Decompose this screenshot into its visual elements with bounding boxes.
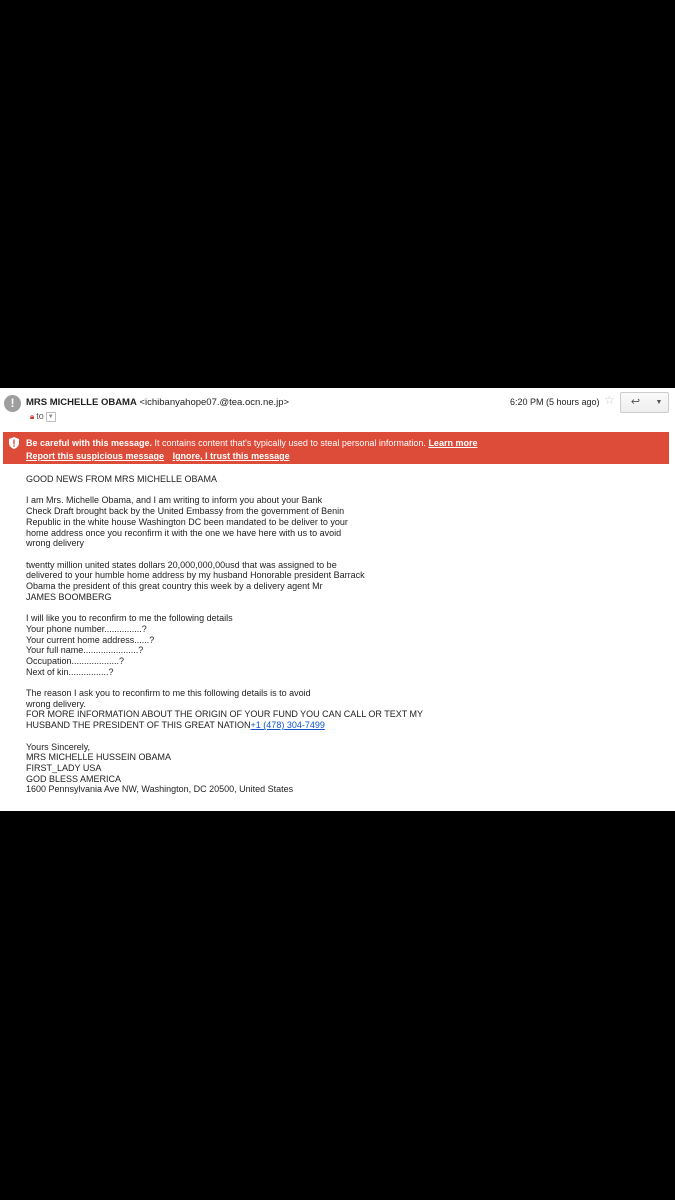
body-line: Your full name......................? — [26, 645, 144, 656]
body-line: I am Mrs. Michelle Obama, and I am writing to inform you about your Bank — [26, 495, 323, 506]
recipient-line — [30, 411, 56, 422]
signature-line: 1600 Pennsylvania Ave NW, Washington, DC 20500, United States — [26, 784, 294, 795]
body-line: Republic in the white house Washington DC been mandated to be deliver to your — [26, 516, 348, 527]
sender-name[interactable]: MRS MICHELLE OBAMA — [26, 397, 137, 408]
email-body — [26, 474, 646, 795]
ignore-trust-link[interactable]: Ignore, I trust this message — [172, 451, 290, 461]
phishing-warning-banner — [3, 432, 669, 464]
body-line: Your phone number...............? — [26, 623, 147, 634]
greeting-line: GOOD NEWS FROM MRS MICHELLE OBAMA — [26, 474, 218, 484]
chevron-down-icon: ▼ — [655, 399, 663, 406]
reply-button[interactable] — [620, 392, 651, 413]
body-line: I will like you to reconfirm to me the following details — [26, 613, 233, 624]
body-line: FOR MORE INFORMATION ABOUT THE ORIGIN OF YOUR FUND YOU CAN CALL OR TEXT MY — [26, 709, 424, 720]
signature-line: MRS MICHELLE HUSSEIN OBAMA — [26, 752, 172, 763]
signature-line: Yours Sincerely, — [26, 741, 91, 752]
body-line: The reason I ask you to reconfirm to me this following details is to avoid — [26, 688, 311, 698]
body-line: delivered to your humble home address by my husband Honorable president Barrack — [26, 570, 365, 581]
body-line: wrong delivery — [26, 538, 85, 549]
email-header — [0, 388, 675, 432]
lock-icon: 🔒︎ — [30, 412, 35, 421]
star-icon[interactable]: ☆ — [604, 393, 615, 407]
warning-text: It contains content that's typically used to steal personal information. — [152, 438, 426, 448]
sender-email: <ichibanyahope07.@tea.ocn.ne.jp> — [139, 397, 290, 408]
recipient-details-dropdown[interactable]: ▼ — [46, 412, 56, 422]
body-line: twentty million united states dollars 20,000,000,00usd that was assigned to be — [26, 559, 337, 570]
body-line: Obama the president of this great country this week by a delivery agent Mr — [26, 581, 323, 591]
body-line: Check Draft brought back by the United Embassy from the government of Benin — [26, 506, 345, 517]
signature-line: GOD BLESS AMERICA — [26, 773, 122, 784]
timestamp: 6:20 PM (5 hours ago) — [510, 397, 600, 407]
warning-actions — [26, 451, 290, 461]
recipient-label: to — [36, 411, 44, 421]
shield-icon — [9, 437, 19, 449]
body-line — [26, 720, 646, 731]
body-line: wrong delivery. — [26, 698, 86, 709]
warning-bold-text: Be careful with this message. — [26, 438, 153, 448]
body-line: home address once you reconfirm it with the one we have here with us to avoid — [26, 527, 342, 538]
warning-message — [26, 438, 477, 448]
body-line: JAMES BOOMBERG — [26, 591, 112, 602]
signature-line: FIRST_LADY USA — [26, 762, 102, 773]
body-line: Occupation...................? — [26, 655, 125, 666]
learn-more-link[interactable]: Learn more — [428, 438, 478, 448]
phone-link[interactable]: +1 (478) 304-7499 — [250, 720, 325, 731]
sender-line — [26, 397, 289, 408]
more-options-button[interactable] — [650, 392, 669, 413]
email-screenshot — [0, 388, 675, 811]
body-line: Your current home address......? — [26, 634, 155, 645]
report-suspicious-link[interactable]: Report this suspicious message — [26, 451, 165, 461]
sender-avatar[interactable]: ! — [4, 395, 21, 412]
body-line: Next of kin................? — [26, 666, 114, 677]
body-line-text: HUSBAND THE PRESIDENT OF THIS GREAT NATION — [26, 720, 251, 731]
reply-icon: ↩ — [630, 396, 641, 408]
